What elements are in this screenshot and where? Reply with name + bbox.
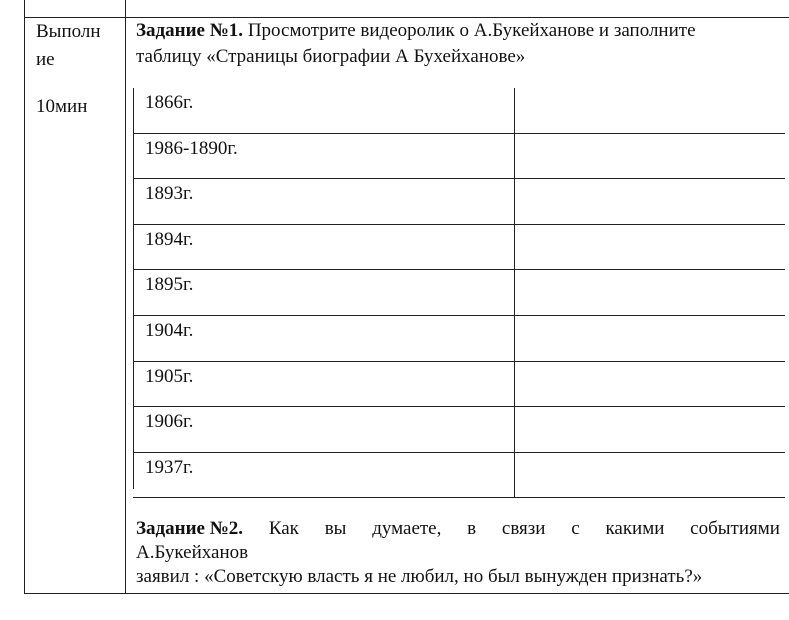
table-row xyxy=(133,88,785,134)
task2-word: в xyxy=(467,518,477,539)
task2-text-line2: А.Букейханов xyxy=(136,542,249,563)
year-cell: 1906г. xyxy=(145,411,194,433)
outer-left-border xyxy=(24,0,25,594)
bottom-border xyxy=(24,593,789,594)
year-cell: 1905г. xyxy=(145,365,194,387)
table-row xyxy=(133,134,785,180)
task2-word: событиями xyxy=(690,518,780,539)
column-divider xyxy=(125,0,126,594)
task2-word: Как xyxy=(268,518,299,539)
year-cell: 1986-1890г. xyxy=(145,137,238,159)
task2-word: связи xyxy=(501,518,546,539)
task2-text-line3: заявил : «Советскую власть я не любил, но был вынужден признать?» xyxy=(136,566,703,587)
task1-line1 xyxy=(136,18,781,44)
answer-cell[interactable] xyxy=(514,225,785,270)
year-cell: 1893г. xyxy=(145,183,194,205)
answer-cell[interactable] xyxy=(514,179,785,224)
task2-line1 xyxy=(136,517,780,541)
table-row xyxy=(133,270,785,316)
task1-text xyxy=(136,18,781,70)
table-row xyxy=(133,225,785,271)
table-row xyxy=(133,316,785,362)
answer-cell[interactable] xyxy=(514,316,785,361)
task2-word: какими xyxy=(605,518,665,539)
answer-cell[interactable] xyxy=(514,88,785,133)
task1-text-line1: Просмотрите видеоролик о А.Букейханове и заполните xyxy=(243,20,696,41)
stage-label xyxy=(36,20,101,72)
task1-text-line2: таблицу «Страницы биографии А Бухейханове» xyxy=(136,46,526,67)
task2-text xyxy=(136,517,780,589)
table-row xyxy=(133,453,785,499)
answer-cell[interactable] xyxy=(514,362,785,407)
stage-label-line1: Выполн xyxy=(36,21,101,42)
task2-word: вы xyxy=(324,518,347,539)
year-cell: 1894г. xyxy=(145,228,194,250)
task2-word: с xyxy=(571,518,580,539)
year-cell: 1937г. xyxy=(145,456,194,478)
biography-table xyxy=(133,88,785,498)
year-cell: 1904г. xyxy=(145,319,194,341)
answer-cell[interactable] xyxy=(514,134,785,179)
answer-cell[interactable] xyxy=(514,270,785,315)
task2-label: Задание №2. xyxy=(136,518,244,539)
table-row xyxy=(133,179,785,225)
year-cell: 1866г. xyxy=(145,92,194,113)
answer-cell[interactable] xyxy=(514,453,785,498)
stage-label-line2: ие xyxy=(36,49,55,70)
table-row xyxy=(133,362,785,408)
answer-cell[interactable] xyxy=(514,407,785,452)
task1-label: Задание №1. xyxy=(136,20,244,41)
table-row xyxy=(133,407,785,453)
task2-word: думаете, xyxy=(372,518,442,539)
year-cell: 1895г. xyxy=(145,274,194,296)
time-label: 10мин xyxy=(36,96,88,117)
